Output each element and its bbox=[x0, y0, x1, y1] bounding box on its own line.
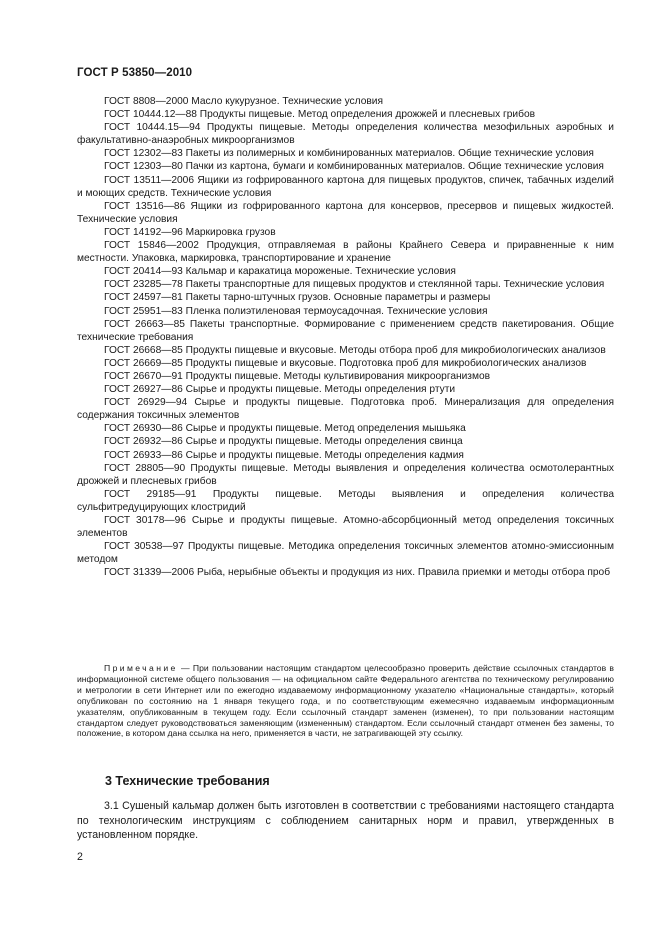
reference-item: ГОСТ 29185—91 Продукты пищевые. Методы выявления и определения количества сульфитредуцирующих клостридий bbox=[77, 488, 614, 513]
reference-item: ГОСТ 26670—91 Продукты пищевые. Методы культивирования микроорганизмов bbox=[104, 370, 491, 382]
reference-item: ГОСТ 15846—2002 Продукция, отправляемая в районы Крайнего Севера и приравненные к ним местности. Упаковка, маркировка, транспортирование и хранение bbox=[77, 240, 614, 265]
document-header: ГОСТ Р 53850—2010 bbox=[77, 67, 193, 79]
reference-item: ГОСТ 26668—85 Продукты пищевые и вкусовые. Методы отбора проб для микробиологических анализов bbox=[104, 344, 606, 356]
reference-item: ГОСТ 10444.12—88 Продукты пищевые. Метод определения дрожжей и плесневых грибов bbox=[104, 109, 536, 121]
reference-item: ГОСТ 10444.15—94 Продукты пищевые. Методы определения количества мезофильных аэробных и факультативно-анаэробных микроорганизмов bbox=[77, 122, 614, 147]
reference-item: ГОСТ 30178—96 Сырье и продукты пищевые. Атомно-абсорбционный метод определения токсичных элементов bbox=[77, 515, 614, 540]
reference-item: ГОСТ 26929—94 Сырье и продукты пищевые. Подготовка проб. Минерализация для определения содержания токсичных элементов bbox=[77, 397, 614, 422]
note bbox=[77, 663, 614, 739]
reference-item: ГОСТ 26930—86 Сырье и продукты пищевые. Метод определения мышьяка bbox=[104, 423, 466, 435]
page-number: 2 bbox=[77, 851, 83, 863]
reference-item: ГОСТ 23285—78 Пакеты транспортные для пищевых продуктов и стеклянной тары. Технические условия bbox=[104, 279, 605, 291]
references-list bbox=[77, 95, 614, 579]
reference-item: ГОСТ 26669—85 Продукты пищевые и вкусовые. Подготовка проб для микробиологических анализов bbox=[104, 357, 587, 369]
reference-item: ГОСТ 20414—93 Кальмар и каракатица мороженые. Технические условия bbox=[104, 266, 456, 278]
reference-item: ГОСТ 24597—81 Пакеты тарно-штучных грузов. Основные параметры и размеры bbox=[104, 292, 491, 304]
reference-item: ГОСТ 13511—2006 Ящики из гофрированного картона для пищевых продуктов, спичек, табачных изделий и моющих средств. Технические условия bbox=[77, 174, 614, 199]
reference-item: ГОСТ 8808—2000 Масло кукурузное. Технические условия bbox=[104, 96, 383, 107]
section-title: 3 Технические требования bbox=[105, 774, 270, 788]
reference-item: ГОСТ 26933—86 Сырье и продукты пищевые. Методы определения кадмия bbox=[104, 449, 464, 461]
reference-item: ГОСТ 26927—86 Сырье и продукты пищевые. Методы определения ртути bbox=[104, 384, 456, 396]
reference-item: ГОСТ 30538—97 Продукты пищевые. Методика определения токсичных элементов атомно-эмиссионным методом bbox=[77, 541, 614, 566]
reference-item: ГОСТ 26663—85 Пакеты транспортные. Формирование с применением средств пакетирования. Общие технические требования bbox=[77, 318, 614, 343]
reference-item: ГОСТ 31339—2006 Рыба, нерыбные объекты и продукция из них. Правила приемки и методы отбора проб bbox=[104, 567, 611, 579]
note-text: — При пользовании настоящим стандартом целесообразно проверить действие ссылочных стандартов в информационной системе общего пользования — на официальном сайте Федерального агентства по техническому регулированию и метрологии в сети Интернет или по ежегодно издаваемому информационному указателю «Национальные стандарты», который опубликован по состоянию на 1 января текущего года, и по соответствующим ежемесячно издаваемым информационным указателям, опубликованным в текущем году. Если ссылочный стандарт заменен (изменен), то при пользовании настоящим стандартом следует руководствоваться заменяющим (измененным) стандартом. Если ссылочный стандарт отменен без замены, то положение, в котором дана ссылка на него, применяется в части, не затрагивающей эту ссылку. bbox=[77, 663, 614, 739]
reference-item: ГОСТ 28805—90 Продукты пищевые. Методы выявления и определения количества осмотолерантных дрожжей и плесневых грибов bbox=[77, 462, 614, 487]
reference-item: ГОСТ 25951—83 Пленка полиэтиленовая термоусадочная. Технические условия bbox=[104, 305, 488, 317]
reference-item: ГОСТ 14192—96 Маркировка грузов bbox=[104, 226, 276, 238]
reference-item: ГОСТ 12303—80 Пачки из картона, бумаги и комбинированных материалов. Общие технические условия bbox=[104, 161, 604, 173]
note-label: Примечание bbox=[104, 663, 178, 673]
section-paragraph: 3.1 Сушеный кальмар должен быть изготовлен в соответствии с требованиями настоящего стандарта по технологическим инструкциям с соблюдением санитарных норм и правил, утвержденных в установленном порядке. bbox=[77, 800, 614, 842]
reference-item: ГОСТ 12302—83 Пакеты из полимерных и комбинированных материалов. Общие технические условия bbox=[104, 148, 594, 160]
reference-item: ГОСТ 26932—86 Сырье и продукты пищевые. Методы определения свинца bbox=[104, 436, 463, 448]
reference-item: ГОСТ 13516—86 Ящики из гофрированного картона для консервов, пресервов и пищевых жидкостей. Технические условия bbox=[77, 200, 614, 225]
